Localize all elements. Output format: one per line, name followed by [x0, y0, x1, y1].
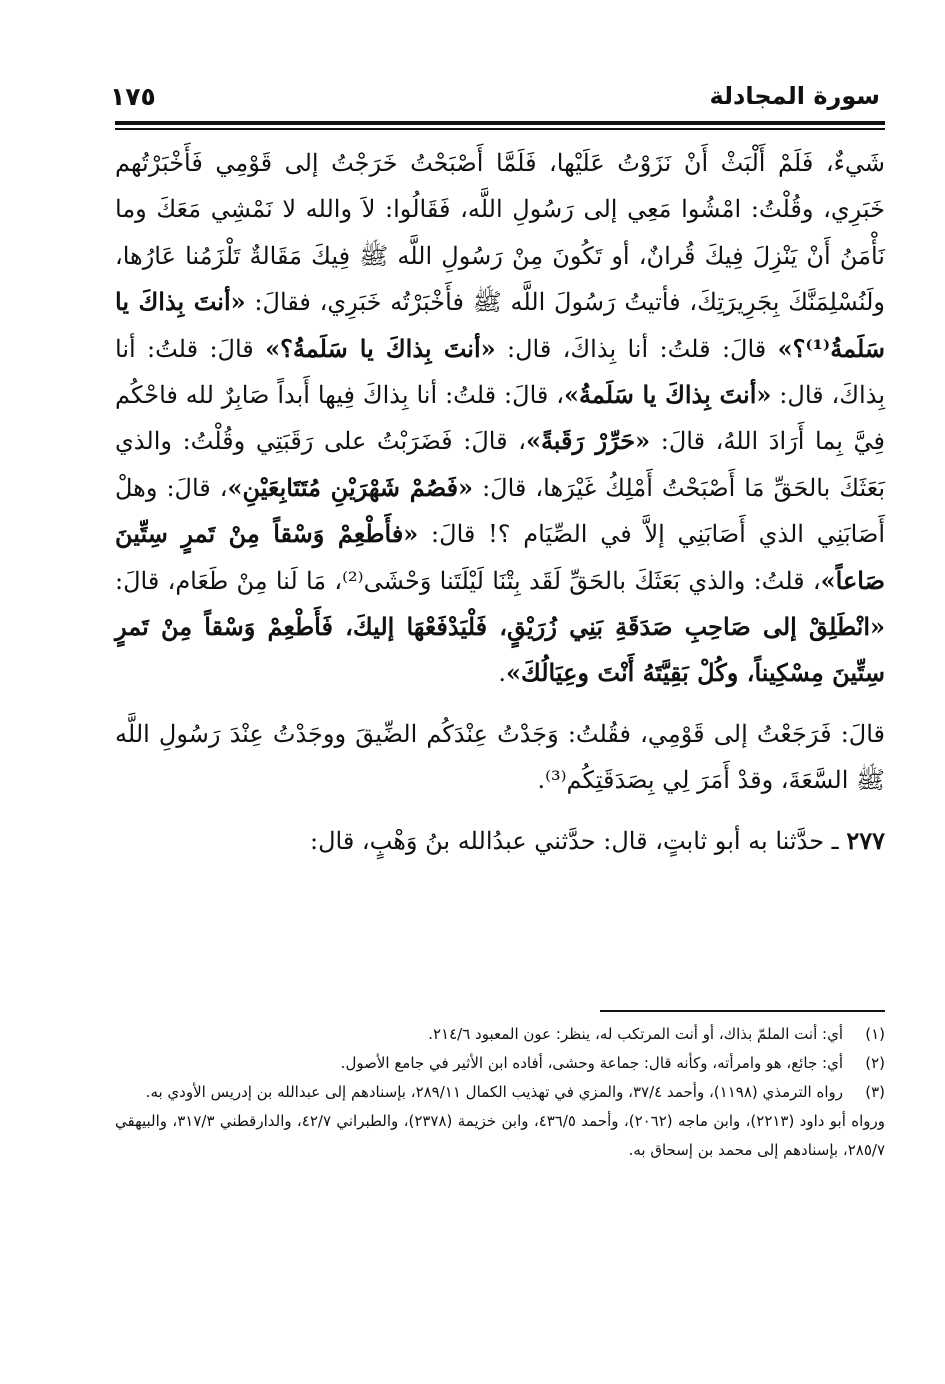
header-rule-thick: [115, 121, 885, 125]
footnote-number: (١): [865, 1025, 885, 1043]
footnote-text: أي: جائع، هو وامرأته، وكأنه قال: جماعة وحشى، أفاده ابن الأثير في جامع الأصول.: [340, 1054, 843, 1072]
footnote-3-continuation: ورواه أبو داود (٢٢١٣)، وابن ماجه (٢٠٦٢)، وأحمد ٤٣٦/٥، وابن خزيمة (٢٣٧٨)، والطبراني ٤٢/٧، والدارقطني ٣١٧/٣، والبيهقي ٢٨٥/٧، بإسنادهم إلى محمد بن إسحاق به.: [115, 1112, 885, 1159]
text-segment: ، قالَ: قلتُ: أنا بِذاكَ فِيها أَبداً صَابِرٌ لله فاحْكُم فِيَّ بِما أَرَادَ اللهُ، قالَ:: [115, 381, 885, 456]
footnote-text: رواه الترمذي (١١٩٨)، وأحمد ٣٧/٤، والمزي في تهذيب الكمال ٢٨٩/١١، بإسنادهم إلى عبدالله بن إدريس الأودي به.: [145, 1083, 843, 1101]
paragraph-hadith: [115, 140, 885, 697]
text-segment: ، قالَ: وهلْ أَصَابَنِي الذي أَصَابَنِي إلاَّ في الصِّيَام ؟! قالَ:: [115, 473, 885, 549]
header-rule-thin: [115, 128, 885, 130]
quote-bold: «فأَطْعِمْ وَسْقاً مِنْ تَمرٍ سِتِّينَ صَاعاً»: [115, 519, 885, 595]
surah-title: سورة المجادلة: [709, 82, 880, 110]
paragraph-return: قالَ: فَرَجَعْتُ إلى قَوْمِي، فقُلتُ: وَجَدْتُ عِنْدَكُم الضِّيقَ ووجَدْتُ عِنْدَ رَسُولِ اللَّه ﷺ السَّعَةَ، وقدْ أَمَرَ لِي بِصَدَقَتِكُم⁽³⁾.: [115, 719, 885, 795]
quote-bold: «حَرِّرْ رَقَبةً»: [525, 426, 651, 456]
text-segment: قالَ: قلتُ: أنا بِذاكَ، قال:: [495, 334, 778, 363]
quote-bold: «فَصُمْ شَهْرَيْنِ مُتَتَابِعَيْنِ»: [227, 472, 474, 502]
text-segment: شَيءٌ، فَلَمْ أَلْبَثْ أَنْ نَزَوْتُ عَلَيْها، فَلَمَّا أَصْبَحْتُ خَرَجْتُ إلى قَوْمِي فَأَخْبَرْتُهم خَبَرِي، وقُلْتُ: امْشُوا مَعِي إلى رَسُولِ اللَّه، فَقَالُوا: لاَ والله لا نَمْشِي مَعَكَ وما نَأْمَنُ أَنْ يَنْزِلَ فِيكَ قُرانٌ، أو تَكُونَ مِنْ رَسُولِ اللَّه ﷺ فِيكَ مَقَالةٌ تَلْزَمُنا عَارُها، ولَنُسْلِمَنَّكَ بِجَرِيرَتِكَ، فأتيتُ رَسُولَ اللَّه ﷺ فأَخْبَرْتُه خَبَرِي، فقالَ:: [115, 149, 885, 317]
footnote-2: [115, 1049, 885, 1078]
isnad-text: ـ حدَّثنا به أبو ثابتٍ، قال: حدَّثني عبدُالله بنُ وَهْبٍ، قال:: [309, 826, 847, 855]
quote-bold: «أنتَ بِذاكَ يا سَلَمةُ؟»: [265, 333, 496, 363]
footnote-rule: [600, 1010, 885, 1012]
footnote-1: [115, 1020, 885, 1049]
quote-bold: «أنتَ بِذاكَ يا سَلَمةُ»: [564, 380, 772, 410]
footnote-3: [115, 1078, 885, 1107]
text-segment: ، قلتُ: والذي بَعَثَكَ بالحَقِّ لَقَد بِتْنَا لَيْلَتَنا وَحْشَى⁽²⁾، مَا لَنا مِنْ طَعَام، قالَ:: [115, 566, 821, 595]
paragraph-isnad: [115, 818, 885, 864]
footnote-text: أي: أنت الملمّ بذاك، أو أنت المرتكب له، ينظر: عون المعبود ٢١٤/٦.: [428, 1025, 843, 1043]
quote-bold: «انْطَلِقْ إلى صَاحِبِ صَدَقَةِ بَنِي زُرَيْقٍ، فَلْيَدْفَعْهَا إليكَ، فَأَطْعِمْ وَسْقاً مِنْ تَمرٍ سِتِّينَ مِسْكِيناً، وكُلْ بَقِيَّتَهُ أَنْتَ وعِيَالُكَ»: [115, 612, 885, 688]
text-segment: .: [498, 659, 507, 688]
main-text: [115, 140, 885, 864]
footnote-number: (٣): [865, 1083, 885, 1101]
text-segment: قالَ: قلتُ: أنا بِذاكَ، قال:: [115, 334, 885, 410]
footnotes: [115, 1020, 885, 1165]
page-number: ١٧٥: [110, 82, 156, 111]
text-segment: ، قالَ: فَضَرَبْتُ على رَقَبَتِي وقُلْتُ: والذي بَعَثَكَ بالحَقِّ مَا أَصْبَحْتُ أَمْلِكُ غَيْرَها، قالَ:: [115, 427, 885, 502]
footnote-number: (٢): [865, 1054, 885, 1072]
quote-bold: «أنتَ بِذاكَ يا سَلَمةُ⁽¹⁾؟»: [115, 287, 885, 363]
page-header: [110, 82, 880, 116]
hadith-number: ٢٧٧: [846, 825, 885, 855]
